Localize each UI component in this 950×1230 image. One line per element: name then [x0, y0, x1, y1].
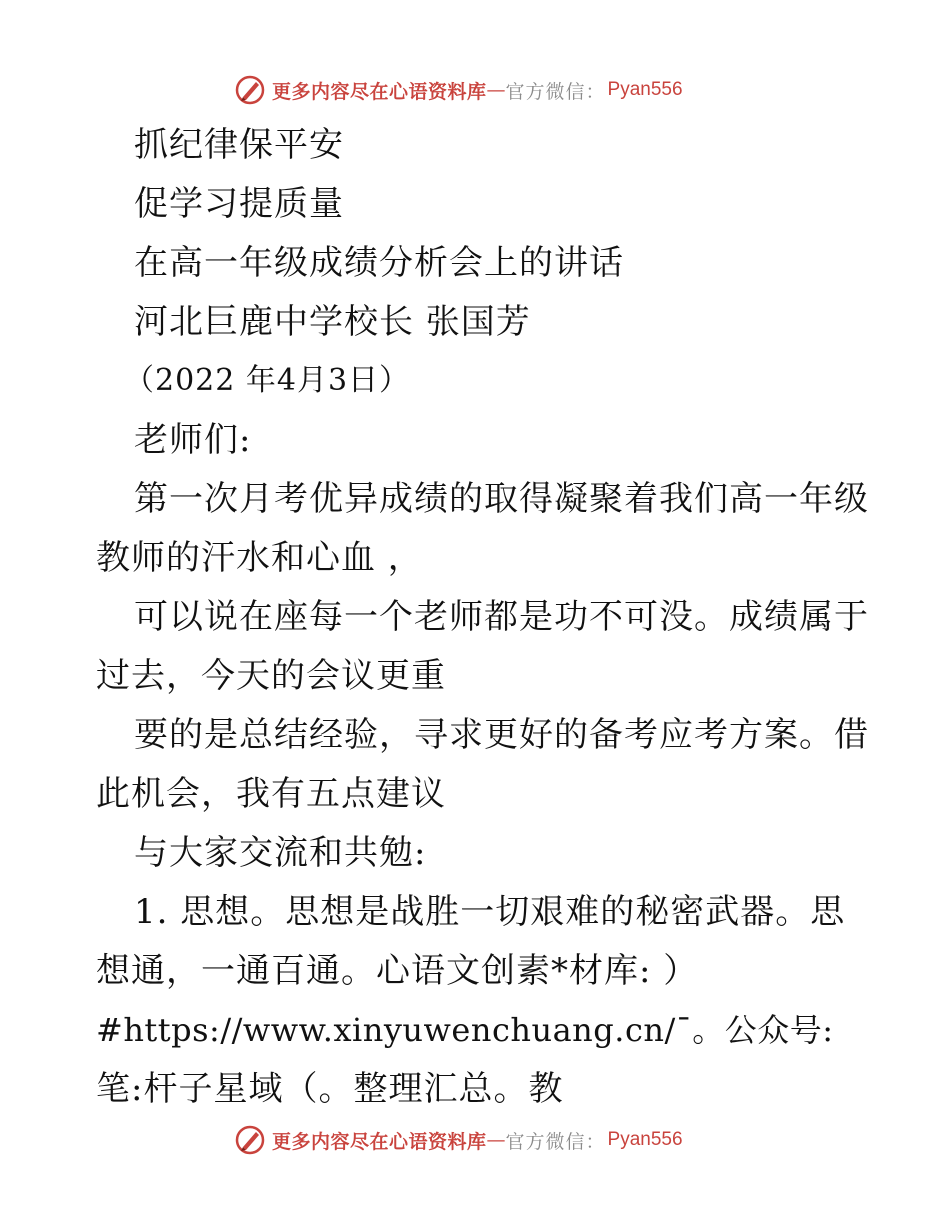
banner-text: 更多内容尽在心语资料库	[272, 1130, 487, 1153]
header-banner	[234, 70, 683, 110]
body-line: 要的是总结经验，寻求更好的备考应考方案。借	[134, 715, 869, 755]
speech-title: 在高一年级成绩分析会上的讲话	[134, 243, 624, 283]
banner-wechat-id: Pyan556	[607, 79, 683, 100]
title-line-2: 促学习提质量	[134, 184, 344, 224]
banner-dash: —	[486, 1129, 506, 1151]
banner-text: 更多内容尽在心语资料库	[272, 80, 487, 103]
banner-dash: —	[486, 79, 506, 101]
body-line: 第一次月考优异成绩的取得凝聚着我们高一年级	[134, 479, 869, 519]
body-line: 1. 思想。思想是战胜一切艰难的秘密武器。思	[134, 892, 846, 932]
banner-wechat-id: Pyan556	[607, 1129, 683, 1150]
footer-banner	[234, 1120, 683, 1160]
body-line: 想通，一通百通。心语文创素*材库: ）	[96, 951, 699, 991]
body-line: 过去，今天的会议更重	[96, 656, 446, 696]
pen-logo-icon	[234, 74, 266, 106]
body-line: 教师的汗水和心血 ，	[96, 538, 423, 578]
date-line: （2022 年4月3日）	[124, 363, 411, 398]
pen-logo-icon	[234, 1124, 266, 1156]
banner-official-label: 官方微信：	[505, 1130, 606, 1153]
banner-official-label: 官方微信：	[505, 80, 606, 103]
title-line-1: 抓纪律保平安	[134, 125, 344, 165]
salutation: 老师们:	[134, 420, 252, 460]
body-line: 笔:杆子星域（。整理汇总。教	[96, 1069, 564, 1109]
body-line: 可以说在座每一个老师都是功不可没。成绩属于	[134, 597, 869, 637]
speaker-line: 河北巨鹿中学校长 张国芳	[134, 302, 531, 342]
body-line: 与大家交流和共勉:	[134, 833, 427, 873]
body-line-url: #https://www.xinyuwenchuang.cn/¯。公众号:	[96, 1011, 834, 1049]
body-line: 此机会，我有五点建议	[96, 774, 446, 814]
